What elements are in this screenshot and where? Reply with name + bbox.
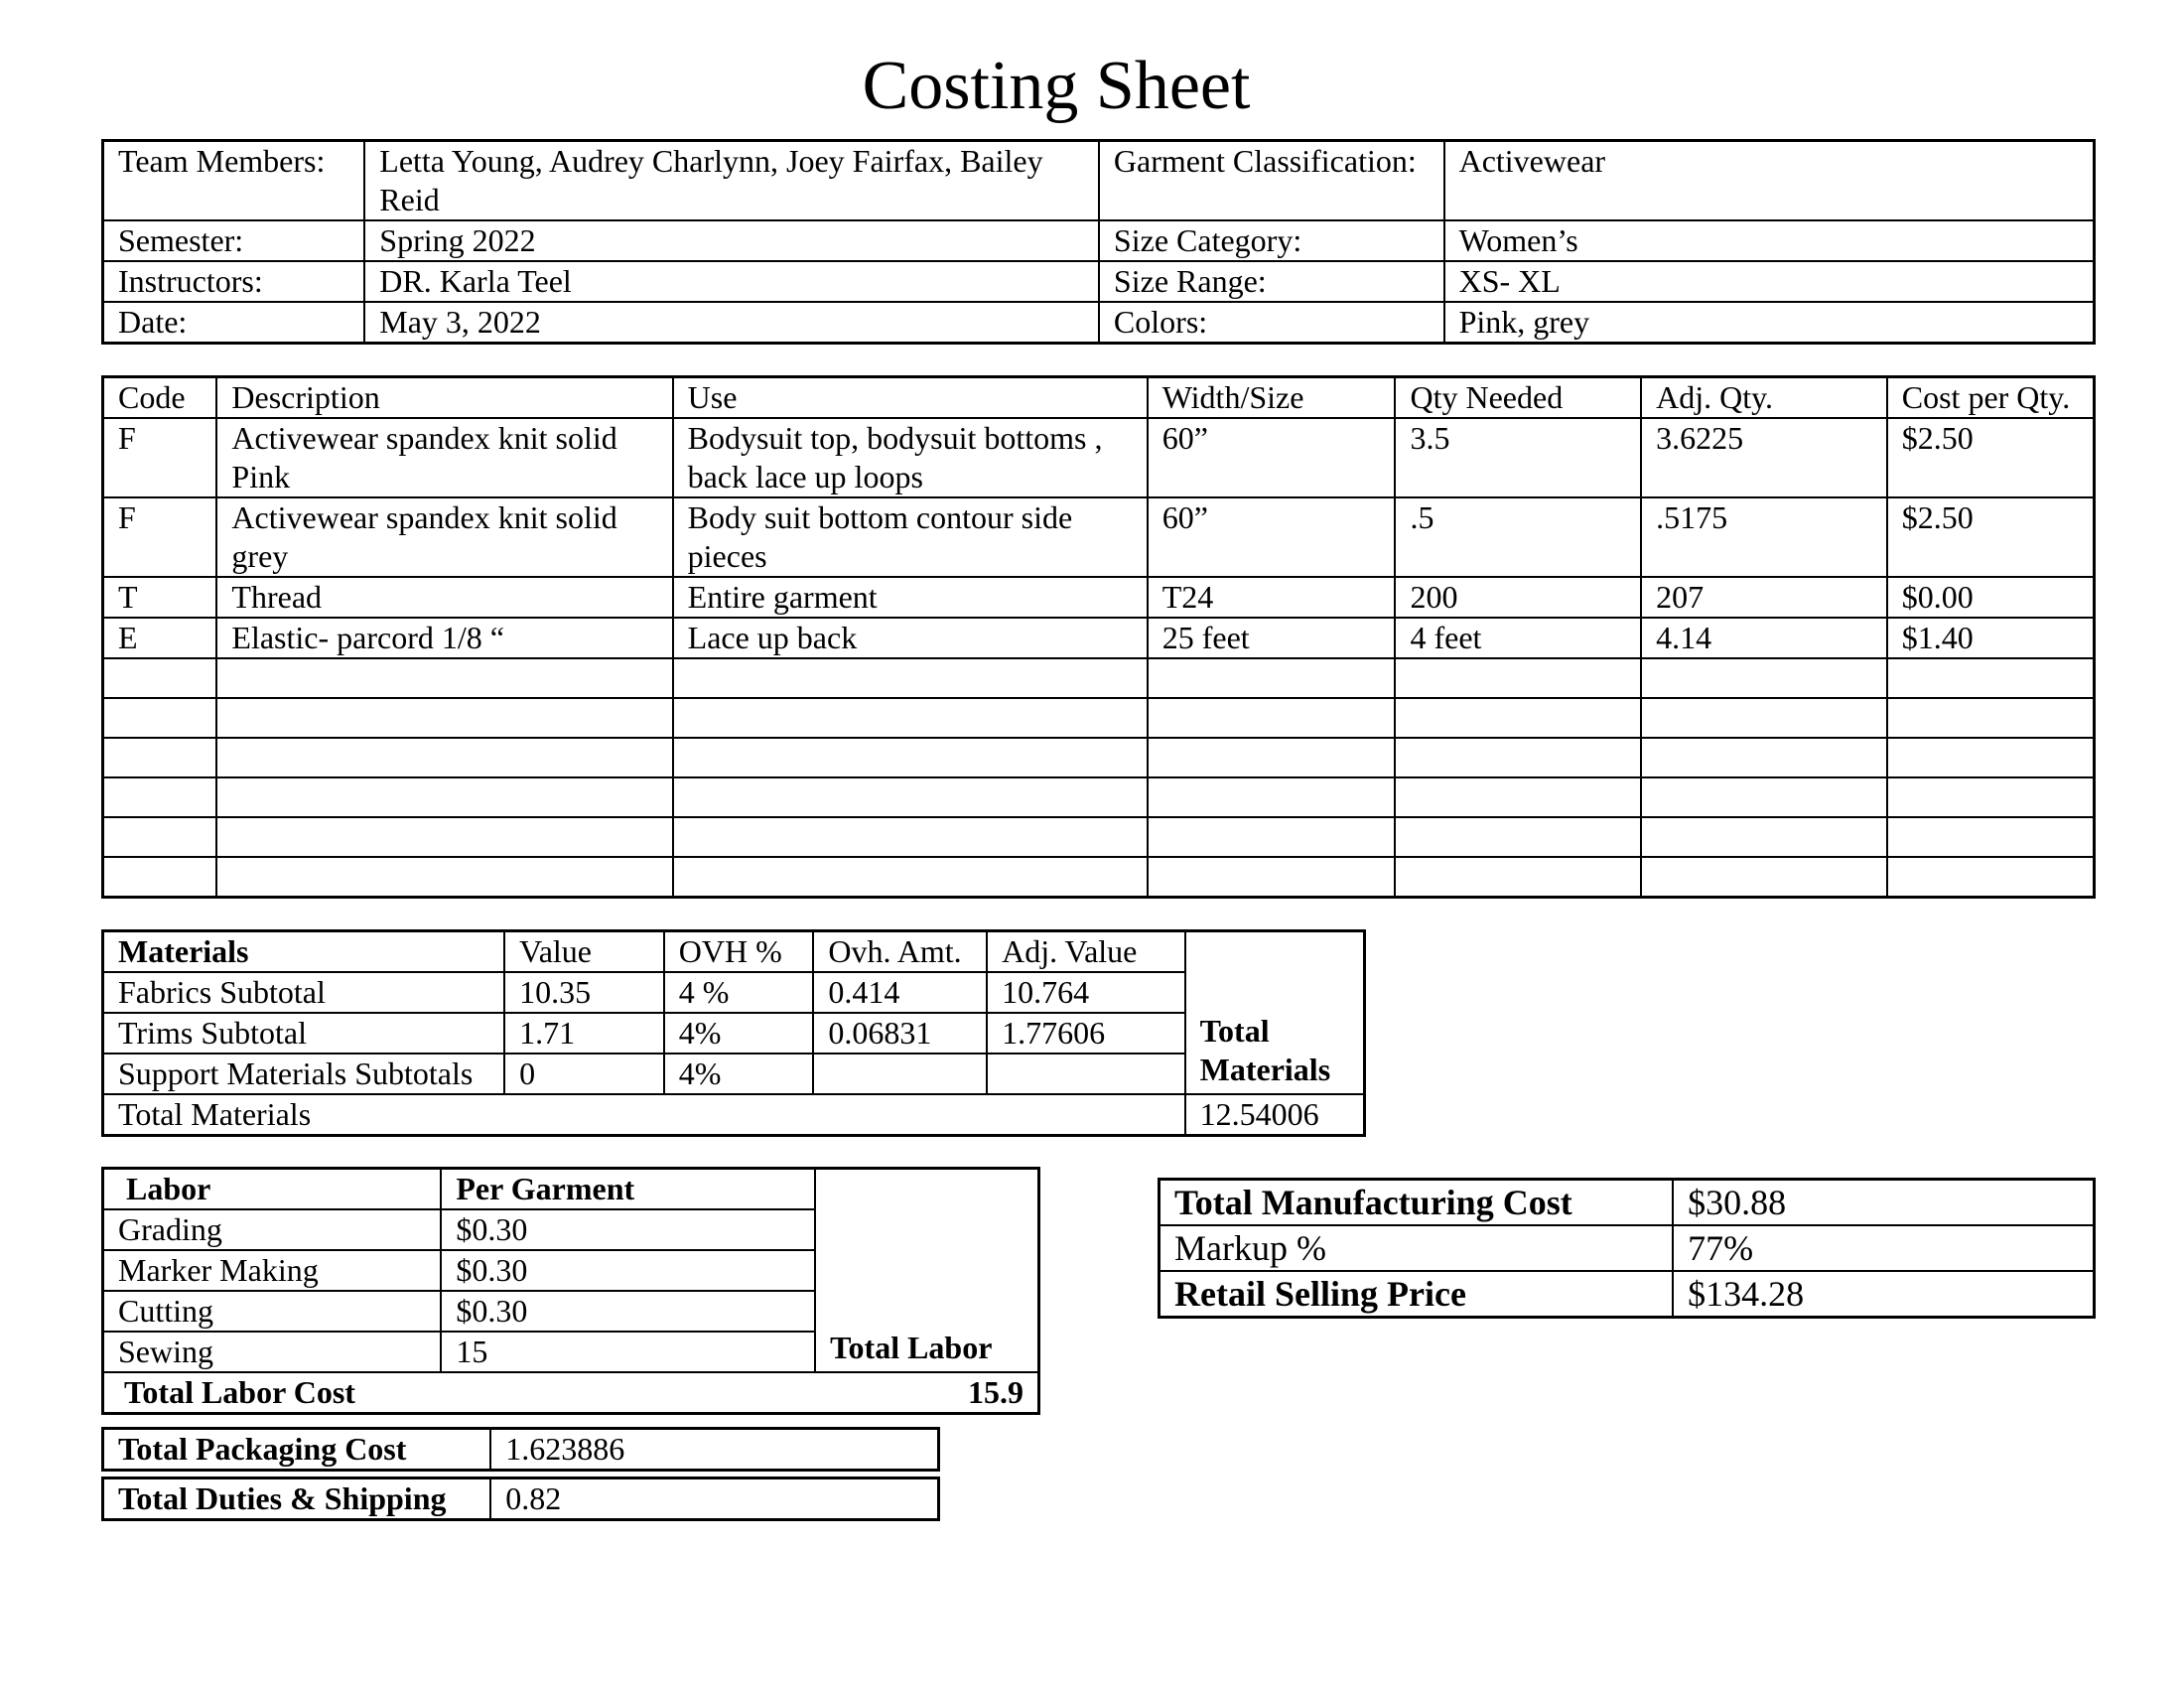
empty-cell bbox=[1395, 857, 1641, 897]
empty-cell bbox=[1641, 658, 1887, 698]
empty-cell bbox=[1148, 698, 1396, 738]
empty-row bbox=[103, 698, 2095, 738]
width-cell: T24 bbox=[1148, 577, 1396, 618]
semester-value: Spring 2022 bbox=[364, 220, 1099, 261]
colors-value: Pink, grey bbox=[1444, 302, 2095, 344]
empty-cell bbox=[103, 738, 217, 777]
empty-cell bbox=[1887, 698, 2095, 738]
total-labor-box: Total Labor bbox=[815, 1169, 1038, 1373]
column-header: Materials bbox=[103, 931, 505, 973]
use-cell: Bodysuit top, bodysuit bottoms , back lace up loops bbox=[673, 418, 1148, 497]
size-category-label: Size Category: bbox=[1099, 220, 1444, 261]
materials-list-table bbox=[101, 375, 2096, 899]
classification-label: Garment Classification: bbox=[1099, 141, 1444, 221]
column-header: Cost per Qty. bbox=[1887, 377, 2095, 419]
empty-cell bbox=[1395, 777, 1641, 817]
empty-cell bbox=[1148, 857, 1396, 897]
value-cell: 0 bbox=[504, 1054, 664, 1094]
column-header: Value bbox=[504, 931, 664, 973]
use-cell: Entire garment bbox=[673, 577, 1148, 618]
empty-row bbox=[103, 738, 2095, 777]
total-labor-row bbox=[103, 1372, 1039, 1414]
table-row bbox=[103, 497, 2095, 577]
empty-cell bbox=[216, 817, 672, 857]
total-materials-value: 12.54006 bbox=[1185, 1094, 1365, 1136]
table-row bbox=[103, 1054, 1365, 1094]
manufacturing-cost-value: $30.88 bbox=[1673, 1180, 2094, 1226]
size-category-value: Women’s bbox=[1444, 220, 2095, 261]
empty-cell bbox=[103, 698, 217, 738]
row-label: Fabrics Subtotal bbox=[103, 972, 505, 1013]
empty-cell bbox=[1641, 738, 1887, 777]
code-cell: T bbox=[103, 577, 217, 618]
ovh-pct-cell: 4% bbox=[664, 1013, 814, 1054]
shipping-value: 0.82 bbox=[490, 1478, 938, 1520]
empty-cell bbox=[673, 738, 1148, 777]
empty-cell bbox=[673, 857, 1148, 897]
empty-cell bbox=[1887, 658, 2095, 698]
shipping-table bbox=[101, 1477, 940, 1521]
empty-cell bbox=[103, 817, 217, 857]
column-header: Description bbox=[216, 377, 672, 419]
retail-price-value: $134.28 bbox=[1673, 1271, 2094, 1318]
empty-cell bbox=[216, 857, 672, 897]
code-cell: F bbox=[103, 497, 217, 577]
empty-cell bbox=[1641, 857, 1887, 897]
qty-cell: .5 bbox=[1395, 497, 1641, 577]
empty-cell bbox=[1641, 698, 1887, 738]
column-header: Adj. Qty. bbox=[1641, 377, 1887, 419]
qty-cell: 200 bbox=[1395, 577, 1641, 618]
width-cell: 25 feet bbox=[1148, 618, 1396, 658]
labor-cost: 15 bbox=[441, 1332, 815, 1372]
value-cell: 10.35 bbox=[504, 972, 664, 1013]
empty-cell bbox=[673, 658, 1148, 698]
use-cell: Lace up back bbox=[673, 618, 1148, 658]
empty-cell bbox=[103, 857, 217, 897]
column-header: Qty Needed bbox=[1395, 377, 1641, 419]
labor-cost: $0.30 bbox=[441, 1291, 815, 1332]
size-range-value: XS- XL bbox=[1444, 261, 2095, 302]
cost-cell: $0.00 bbox=[1887, 577, 2095, 618]
colors-label: Colors: bbox=[1099, 302, 1444, 344]
empty-cell bbox=[216, 738, 672, 777]
cost-cell: $2.50 bbox=[1887, 418, 2095, 497]
column-header: Per Garment bbox=[441, 1169, 815, 1210]
empty-row bbox=[103, 857, 2095, 897]
table-row bbox=[103, 618, 2095, 658]
ovh-pct-cell: 4 % bbox=[664, 972, 814, 1013]
labor-task: Grading bbox=[103, 1209, 442, 1250]
packaging-table bbox=[101, 1427, 940, 1472]
empty-row bbox=[103, 777, 2095, 817]
empty-cell bbox=[1641, 777, 1887, 817]
empty-cell bbox=[103, 777, 217, 817]
ovh-amt-cell: 0.414 bbox=[813, 972, 987, 1013]
instructors-value: DR. Karla Teel bbox=[364, 261, 1099, 302]
width-cell: 60” bbox=[1148, 497, 1396, 577]
column-header: OVH % bbox=[664, 931, 814, 973]
total-labor-value: 15.9 bbox=[968, 1374, 1024, 1410]
description-cell: Activewear spandex knit solid Pink bbox=[216, 418, 672, 497]
team-label: Team Members: bbox=[103, 141, 365, 221]
ovh-pct-cell: 4% bbox=[664, 1054, 814, 1094]
code-cell: E bbox=[103, 618, 217, 658]
description-cell: Activewear spandex knit solid grey bbox=[216, 497, 672, 577]
empty-cell bbox=[1887, 738, 2095, 777]
empty-cell bbox=[673, 777, 1148, 817]
empty-cell bbox=[216, 658, 672, 698]
empty-cell bbox=[1148, 817, 1396, 857]
column-header: Width/Size bbox=[1148, 377, 1396, 419]
table-row bbox=[103, 1013, 1365, 1054]
shipping-label: Total Duties & Shipping bbox=[103, 1478, 491, 1520]
adj-value-cell bbox=[987, 1054, 1185, 1094]
project-info-table bbox=[101, 139, 2096, 345]
value-cell: 1.71 bbox=[504, 1013, 664, 1054]
pricing-summary-table bbox=[1158, 1178, 2096, 1319]
qty-cell: 4 feet bbox=[1395, 618, 1641, 658]
empty-cell bbox=[216, 698, 672, 738]
cost-cell: $1.40 bbox=[1887, 618, 2095, 658]
empty-cell bbox=[1148, 658, 1396, 698]
empty-cell bbox=[1887, 817, 2095, 857]
empty-cell bbox=[1887, 777, 2095, 817]
column-header: Use bbox=[673, 377, 1148, 419]
cost-cell: $2.50 bbox=[1887, 497, 2095, 577]
markup-label: Markup % bbox=[1160, 1225, 1674, 1271]
description-cell: Thread bbox=[216, 577, 672, 618]
table-row bbox=[103, 418, 2095, 497]
row-label: Support Materials Subtotals bbox=[103, 1054, 505, 1094]
labor-cost: $0.30 bbox=[441, 1209, 815, 1250]
table-row bbox=[103, 577, 2095, 618]
packaging-value: 1.623886 bbox=[490, 1429, 938, 1471]
width-cell: 60” bbox=[1148, 418, 1396, 497]
empty-cell bbox=[1395, 698, 1641, 738]
total-materials-label: Total Materials bbox=[103, 1094, 1185, 1136]
labor-task: Marker Making bbox=[103, 1250, 442, 1291]
adj-qty-cell: 207 bbox=[1641, 577, 1887, 618]
empty-cell bbox=[103, 658, 217, 698]
empty-cell bbox=[216, 777, 672, 817]
column-header: Ovh. Amt. bbox=[813, 931, 987, 973]
ovh-amt-cell bbox=[813, 1054, 987, 1094]
adj-qty-cell: 3.6225 bbox=[1641, 418, 1887, 497]
manufacturing-cost-label: Total Manufacturing Cost bbox=[1160, 1180, 1674, 1226]
empty-cell bbox=[1641, 817, 1887, 857]
description-cell: Elastic- parcord 1/8 “ bbox=[216, 618, 672, 658]
ovh-amt-cell: 0.06831 bbox=[813, 1013, 987, 1054]
column-header: Adj. Value bbox=[987, 931, 1185, 973]
labor-table bbox=[101, 1167, 1040, 1415]
empty-cell bbox=[673, 817, 1148, 857]
team-value: Letta Young, Audrey Charlynn, Joey Fairfax, Bailey Reid bbox=[364, 141, 1099, 221]
code-cell: F bbox=[103, 418, 217, 497]
retail-price-label: Retail Selling Price bbox=[1160, 1271, 1674, 1318]
row-label: Trims Subtotal bbox=[103, 1013, 505, 1054]
use-cell: Body suit bottom contour side pieces bbox=[673, 497, 1148, 577]
semester-label: Semester: bbox=[103, 220, 365, 261]
classification-value: Activewear bbox=[1444, 141, 2095, 221]
empty-cell bbox=[1395, 817, 1641, 857]
empty-cell bbox=[1395, 738, 1641, 777]
total-labor-label: Total Labor Cost bbox=[124, 1374, 355, 1410]
adj-qty-cell: 4.14 bbox=[1641, 618, 1887, 658]
adj-value-cell: 10.764 bbox=[987, 972, 1185, 1013]
date-label: Date: bbox=[103, 302, 365, 344]
labor-task: Cutting bbox=[103, 1291, 442, 1332]
date-value: May 3, 2022 bbox=[364, 302, 1099, 344]
instructors-label: Instructors: bbox=[103, 261, 365, 302]
empty-row bbox=[103, 658, 2095, 698]
empty-row bbox=[103, 817, 2095, 857]
total-materials-box: Total Materials bbox=[1185, 931, 1365, 1095]
labor-task: Sewing bbox=[103, 1332, 442, 1372]
column-header: Labor bbox=[103, 1169, 442, 1210]
labor-cost: $0.30 bbox=[441, 1250, 815, 1291]
materials-summary-table bbox=[101, 929, 1366, 1137]
column-header: Code bbox=[103, 377, 217, 419]
empty-cell bbox=[1395, 658, 1641, 698]
page-title: Costing Sheet bbox=[862, 48, 1251, 124]
table-row bbox=[103, 972, 1365, 1013]
empty-cell bbox=[1887, 857, 2095, 897]
adj-value-cell: 1.77606 bbox=[987, 1013, 1185, 1054]
adj-qty-cell: .5175 bbox=[1641, 497, 1887, 577]
markup-value: 77% bbox=[1673, 1225, 2094, 1271]
empty-cell bbox=[1148, 738, 1396, 777]
qty-cell: 3.5 bbox=[1395, 418, 1641, 497]
size-range-label: Size Range: bbox=[1099, 261, 1444, 302]
empty-cell bbox=[673, 698, 1148, 738]
empty-cell bbox=[1148, 777, 1396, 817]
packaging-label: Total Packaging Cost bbox=[103, 1429, 491, 1471]
